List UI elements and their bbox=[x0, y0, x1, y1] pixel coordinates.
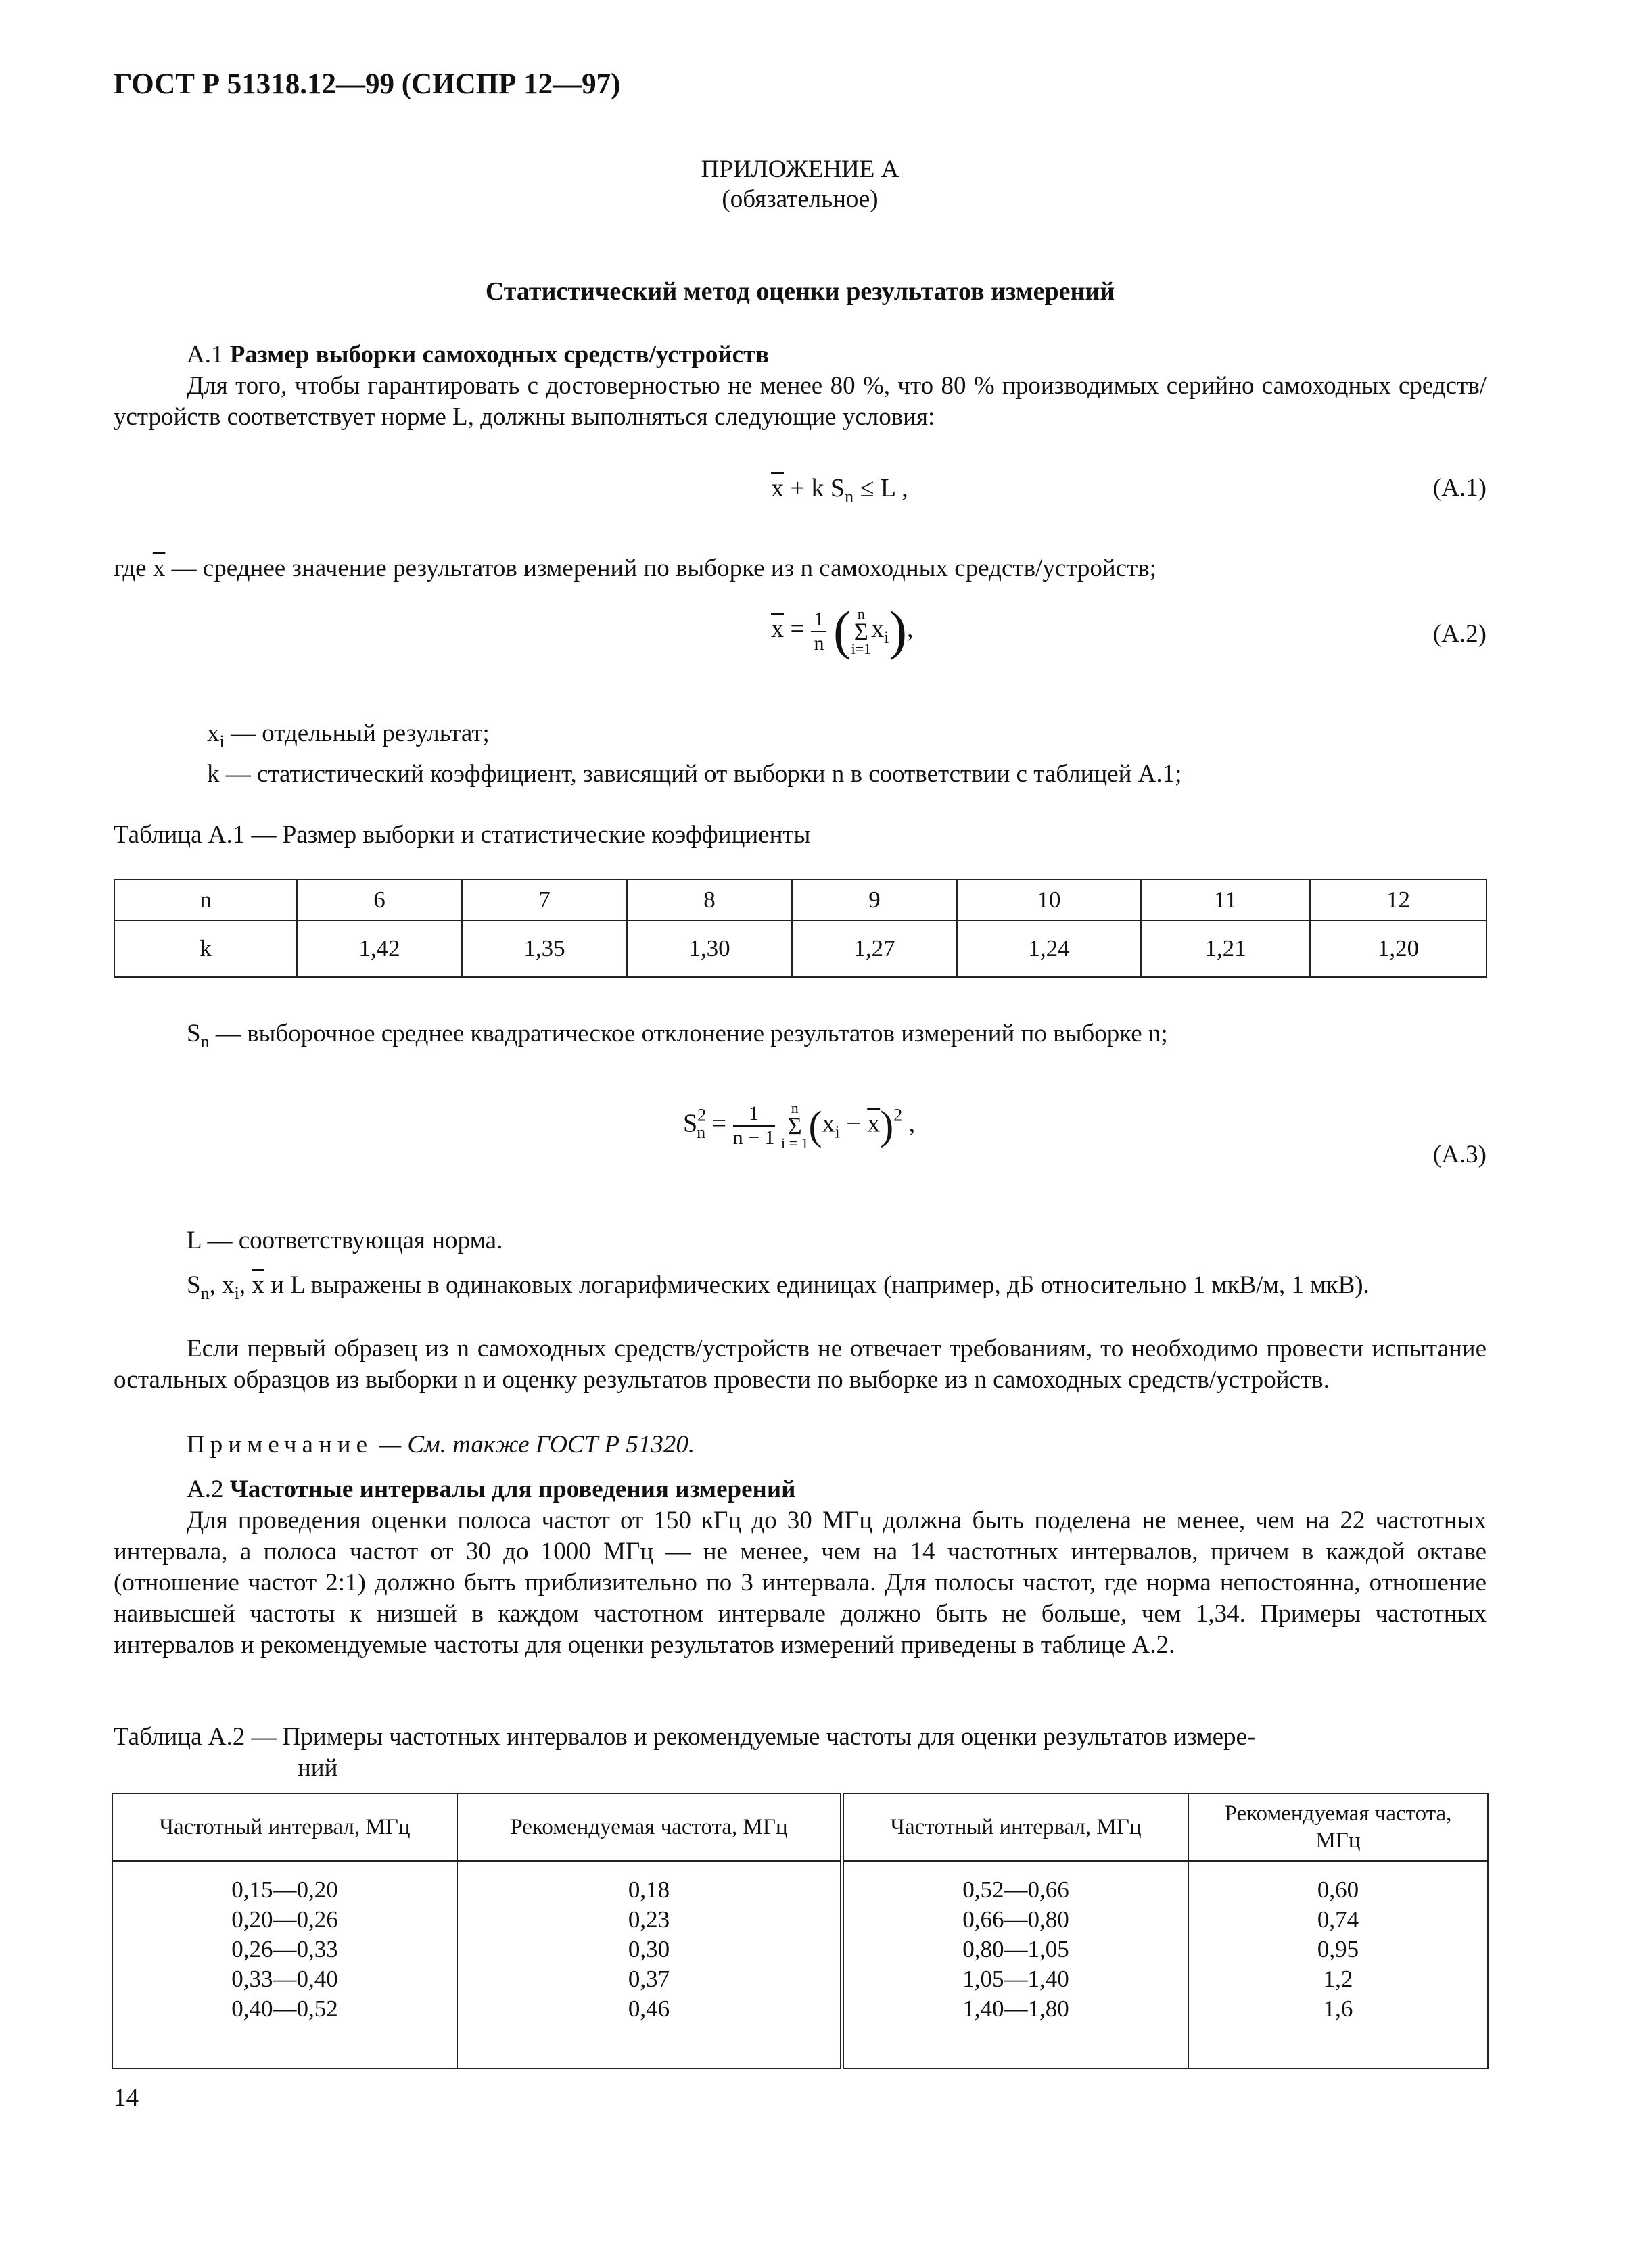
note-text: — См. также ГОСТ Р 51320. bbox=[379, 1431, 695, 1459]
k-definition: k — статистический коэффициент, зависящий от выборки n в соответствии с таблицей А.1; bbox=[207, 760, 1182, 788]
table1-cell: 1,20 bbox=[1310, 920, 1487, 977]
a2-paragraph: Для проведения оценки полоса частот от 150 кГц до 30 МГц должна быть поделена не менее, чем на 22 частотных интервала, а полоса частот от 30 до 1000 МГц — не менее, чем на 14 частотных интервалов, причем в каждой октаве (отношение частот 2:1) должно быть приблизительно по 3 интервала. Для полосы частот, где норма непостоянна, отношение наивысшей частоты к низшей в каждом частотном интервале должно быть не больше, чем 1,34. Примеры частотных интервалов и рекомендуемые частоты для оценки результатов измерений приведены в таблице А.2. bbox=[114, 1507, 1487, 1659]
section-title: Статистический метод оценки результатов измерений bbox=[485, 277, 1115, 306]
table1-cell: 1,35 bbox=[462, 920, 627, 977]
equation-a1-label: (А.1) bbox=[1432, 474, 1487, 502]
table2-header: Частотный интервал, МГц bbox=[842, 1793, 1188, 1861]
equation-a3: $S^2_n$ = $\frac{1}{n - 1}$ n Σ i = 1 $(x_i - \overline{x})^2$ , bbox=[683, 1100, 916, 1152]
a2-number: А.2 bbox=[187, 1475, 224, 1503]
table2-cell: 0,37 bbox=[628, 1966, 670, 1992]
table2-cell: 0,20—0,26 bbox=[231, 1906, 338, 1933]
table2-cell: 0,30 bbox=[628, 1936, 670, 1962]
table1-cell: 1,21 bbox=[1141, 920, 1310, 977]
document-header: ГОСТ Р 51318.12—99 (СИСПР 12—97) bbox=[114, 68, 621, 100]
table2-cell: 0,40—0,52 bbox=[231, 1995, 338, 2022]
table2-cell: 1,6 bbox=[1323, 1995, 1353, 2022]
table2-cell: 0,26—0,33 bbox=[231, 1936, 338, 1962]
equation-a2-label: (А.2) bbox=[1432, 620, 1487, 648]
page-number: 14 bbox=[114, 2084, 139, 2112]
table1-cell: 7 bbox=[462, 880, 627, 920]
table2-col3 bbox=[842, 1861, 1188, 2069]
table1-cell: 10 bbox=[957, 880, 1141, 920]
equation-a3-label: (А.3) bbox=[1432, 1141, 1487, 1168]
table1-cell: k bbox=[114, 920, 297, 977]
table2-cell: 1,40—1,80 bbox=[962, 1995, 1069, 2022]
table2-cell: 0,74 bbox=[1317, 1906, 1359, 1933]
where-xbar-line: где $\overline{x}$ — среднее значение результатов измерений по выборке из n самоходных средств/устройств; bbox=[114, 554, 1156, 582]
units-text: выражены в одинаковых логарифмических единицах (например, дБ относительно 1 мкВ/м, 1 мкВ). bbox=[310, 1271, 1370, 1299]
table2-cell: 1,05—1,40 bbox=[962, 1966, 1069, 1992]
table2-cell: 0,46 bbox=[628, 1995, 670, 2022]
appendix-title: ПРИЛОЖЕНИЕ А bbox=[701, 156, 899, 183]
a1-number: А.1 bbox=[187, 341, 224, 369]
equation-a1: $\overline{x} + k$ $S_n \le L$ , bbox=[771, 474, 908, 506]
equation-a2: $\overline{x}$ = $\frac{1}{n}$ ( n Σ i=1 $x_i$), bbox=[771, 601, 914, 661]
note bbox=[187, 1430, 695, 1461]
a1-paragraph: Для того, чтобы гарантировать с достоверностью не менее 80 %, что 80 % производимых серийно самоходных средств/устройств соответствует норме L, должны выполняться следующие условия: bbox=[114, 372, 1487, 431]
table2-cell: 0,33—0,40 bbox=[231, 1966, 338, 1992]
table2-cell: 1,2 bbox=[1323, 1966, 1353, 1992]
table2-cell: 0,18 bbox=[628, 1876, 670, 1903]
table2-header: Рекомендуемая частота, МГц bbox=[457, 1793, 842, 1861]
table2-caption-continued: ний bbox=[298, 1754, 338, 1782]
table1-cell: 12 bbox=[1310, 880, 1487, 920]
xbar-definition: — среднее значение результатов измерений по выборке из n самоходных средств/устройств; bbox=[171, 554, 1156, 582]
table1-cell: 9 bbox=[792, 880, 957, 920]
table1-cell: 11 bbox=[1141, 880, 1310, 920]
a1-heading bbox=[187, 339, 769, 371]
table2-caption: Таблица А.2 — Примеры частотных интервалов и рекомендуемые частоты для оценки результатов измере- bbox=[114, 1723, 1256, 1751]
table1-cell: 1,24 bbox=[957, 920, 1141, 977]
table1-cell: 6 bbox=[297, 880, 462, 920]
table2-cell: 0,23 bbox=[628, 1906, 670, 1933]
table2-col1 bbox=[112, 1861, 457, 2069]
table2-header: Частотный интервал, МГц bbox=[112, 1793, 457, 1861]
table2-col2 bbox=[457, 1861, 842, 2069]
table2-body-row bbox=[112, 1861, 1488, 2069]
table2-cell: 0,66—0,80 bbox=[962, 1906, 1069, 1933]
appendix-subtitle: (обязательное) bbox=[722, 185, 879, 213]
units-paragraph: $S_n$, $x_i$, $\overline{x}$ и L выражены в одинаковых логарифмических единицах (например, дБ относительно 1 мкВ/м, 1 мкВ). bbox=[187, 1271, 1370, 1303]
table1-row-k bbox=[114, 920, 1487, 977]
table1-cell: 8 bbox=[627, 880, 792, 920]
retest-paragraph: Если первый образец из n самоходных средств/устройств не отвечает требованиям, то необходимо провести испытание остальных образцов из выборки n и оценку результатов провести по выборке из n самоходных средств/устройств. bbox=[114, 1335, 1487, 1394]
xi-definition-line: $x_i$ — отдельный результат; bbox=[207, 719, 490, 751]
l-definition: L — соответствующая норма. bbox=[187, 1227, 503, 1254]
a2-heading bbox=[187, 1474, 796, 1505]
table1-row-n bbox=[114, 880, 1487, 920]
table1-cell: 1,27 bbox=[792, 920, 957, 977]
table2-cell: 0,52—0,66 bbox=[962, 1876, 1069, 1903]
sn-definition-line: $S_n$ — выборочное среднее квадратическое отклонение результатов измерений по выборке n; bbox=[187, 1020, 1168, 1052]
table2-cell: 0,60 bbox=[1317, 1876, 1359, 1903]
a1-title: Размер выборки самоходных средств/устройств bbox=[229, 341, 770, 369]
table2-cell: 0,15—0,20 bbox=[231, 1876, 338, 1903]
table2-cell: 0,80—1,05 bbox=[962, 1936, 1069, 1962]
table1-cell: 1,30 bbox=[627, 920, 792, 977]
table1-cell: n bbox=[114, 880, 297, 920]
table-a1 bbox=[114, 879, 1487, 978]
sn-definition: — выборочное среднее квадратическое отклонение результатов измерений по выборке n; bbox=[215, 1020, 1168, 1047]
table2-header: Рекомендуемая частота, МГц bbox=[1188, 1793, 1488, 1861]
table-a2 bbox=[112, 1793, 1489, 2069]
table1-caption: Таблица А.1 — Размер выборки и статистические коэффициенты bbox=[114, 821, 811, 849]
note-label: Примечание bbox=[187, 1431, 373, 1459]
a2-title: Частотные интервалы для проведения измерений bbox=[229, 1475, 796, 1503]
table1-cell: 1,42 bbox=[297, 920, 462, 977]
table2-col4 bbox=[1188, 1861, 1488, 2069]
table2-cell: 0,95 bbox=[1317, 1936, 1359, 1962]
table2-header-row bbox=[112, 1793, 1488, 1861]
xi-definition: — отдельный результат; bbox=[230, 719, 490, 747]
